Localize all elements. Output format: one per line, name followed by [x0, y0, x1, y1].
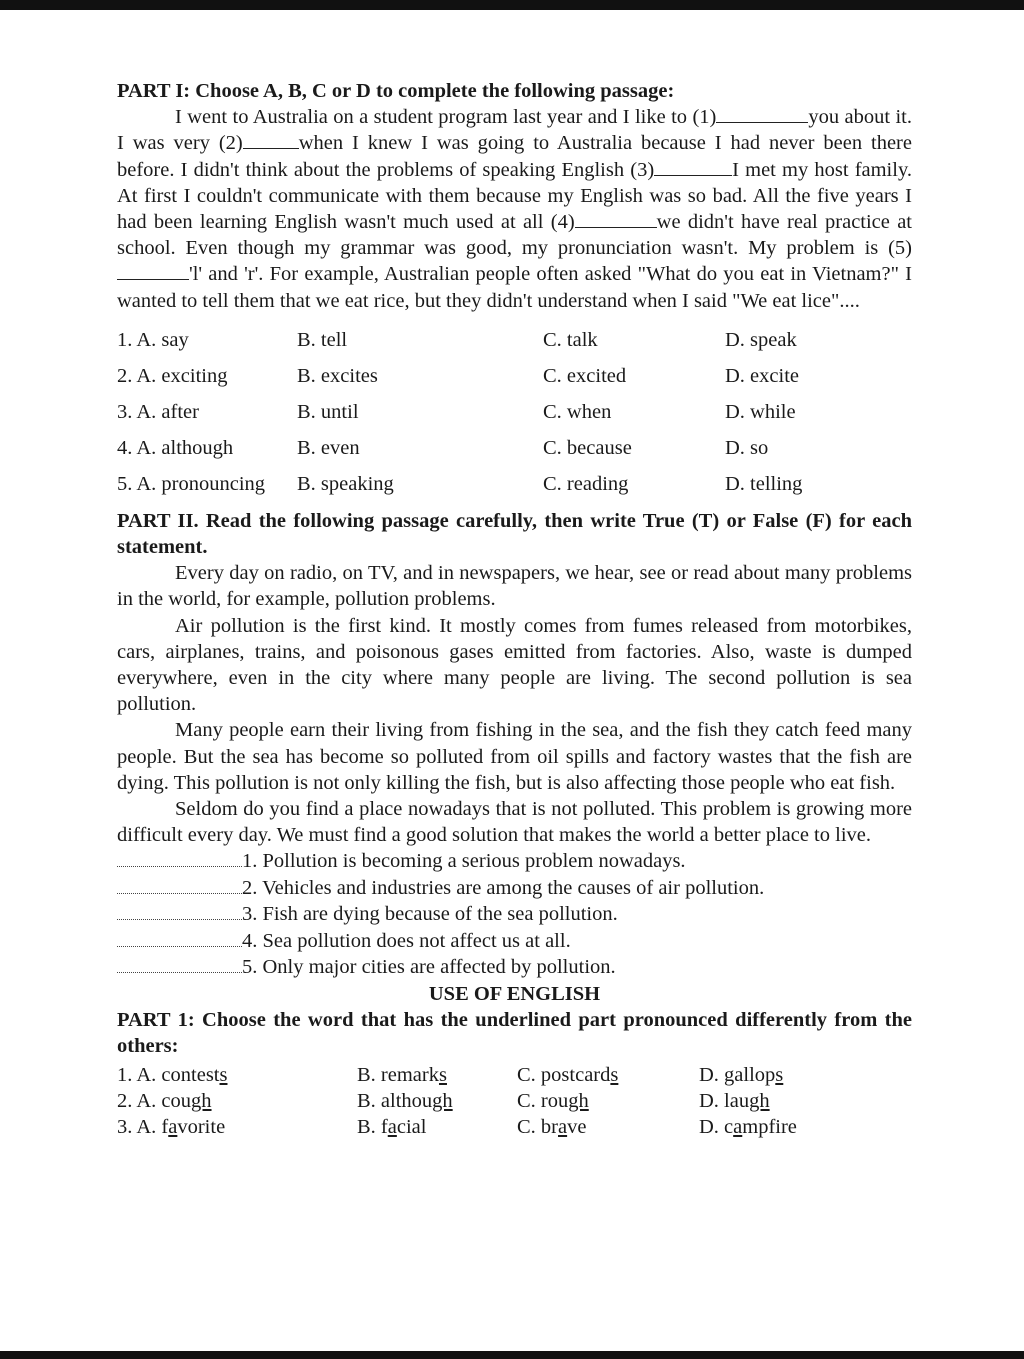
option-c[interactable]: C. excited — [543, 364, 627, 387]
option-a[interactable]: 5. A. pronouncing — [117, 472, 266, 495]
part1-heading: PART I: Choose A, B, C or D to complete the following passage: — [117, 80, 675, 102]
statement-row — [117, 901, 912, 928]
option-b[interactable]: B. excites — [297, 364, 378, 387]
blank-2[interactable] — [243, 130, 299, 149]
option-d[interactable]: D. speak — [725, 328, 797, 351]
statement-row — [117, 928, 912, 955]
question-row — [117, 466, 912, 502]
option-a[interactable]: 4. A. although — [117, 436, 234, 459]
blank-1[interactable] — [716, 104, 808, 123]
statement-text: 3. Fish are dying because of the sea pollution. — [242, 903, 618, 926]
part2-paragraph: Every day on radio, on TV, and in newspapers, we hear, see or read about many problems in the world, for example, pollution problems. — [117, 562, 912, 611]
answer-line[interactable] — [117, 848, 242, 867]
option-b[interactable]: B. tell — [297, 328, 348, 351]
option-b[interactable]: B. even — [297, 436, 360, 459]
option-c[interactable]: C. rough — [517, 1089, 589, 1112]
question-row — [117, 394, 912, 430]
blank-3[interactable] — [654, 157, 732, 176]
blank-5[interactable] — [117, 261, 189, 280]
option-d[interactable]: D. excite — [725, 364, 799, 387]
statement-text: 1. Pollution is becoming a serious problem nowadays. — [242, 850, 686, 873]
section-title: USE OF ENGLISH — [428, 982, 601, 1005]
answer-line[interactable] — [117, 901, 242, 920]
pronunciation-row — [117, 1114, 912, 1140]
option-b[interactable]: B. facial — [357, 1115, 427, 1138]
statement-row — [117, 875, 912, 902]
answer-line[interactable] — [117, 875, 242, 894]
option-d[interactable]: D. telling — [725, 472, 803, 495]
bottom-border — [0, 1351, 1024, 1359]
answer-line[interactable] — [117, 954, 242, 973]
question-row — [117, 322, 912, 358]
pronunciation-options — [117, 1062, 912, 1141]
statement-text: 2. Vehicles and industries are among the causes of air pollution. — [242, 876, 765, 899]
passage-text: when I knew I was going to Australia because I had never been there before. I didn't think about the problems of speaking English (3) — [117, 132, 912, 181]
passage-text: I went to Australia on a student program last year and I like to (1) — [175, 106, 717, 129]
statement-row — [117, 848, 912, 875]
option-a[interactable]: 1. A. say — [117, 328, 189, 351]
option-a[interactable]: 2. A. exciting — [117, 364, 228, 387]
option-c[interactable]: C. reading — [543, 472, 629, 495]
option-b[interactable]: B. although — [357, 1089, 453, 1112]
part1-passage — [117, 104, 912, 314]
blank-4[interactable] — [575, 209, 657, 228]
answer-line[interactable] — [117, 928, 242, 947]
worksheet-page — [117, 78, 912, 1140]
option-d[interactable]: D. campfire — [699, 1115, 797, 1138]
part2-paragraph: Many people earn their living from fishing in the sea, and the fish they catch feed many people. But the sea has become so polluted from oil spills and factory wastes that the fish are dying. This pollution is not only killing the fish, but is also affecting those people who eat fish. — [117, 719, 912, 794]
pronunciation-row — [117, 1088, 912, 1114]
passage-text: we didn't have real practice at school. Even though my grammar was good, my pronunciation wasn't. My problem is (5) — [117, 211, 912, 260]
part1-options — [117, 322, 912, 502]
option-c[interactable]: C. when — [543, 400, 612, 423]
option-d[interactable]: D. laugh — [699, 1089, 770, 1112]
pronunciation-row — [117, 1062, 912, 1088]
passage-text: you about it. I was very (2) — [117, 106, 913, 155]
option-a[interactable]: 3. A. favorite — [117, 1115, 226, 1138]
statement-text: 4. Sea pollution does not affect us at all. — [242, 929, 571, 952]
question-row — [117, 358, 912, 394]
option-a[interactable]: 2. A. cough — [117, 1089, 212, 1112]
option-a[interactable]: 1. A. contests — [117, 1063, 228, 1086]
option-c[interactable]: C. brave — [517, 1115, 587, 1138]
passage-text: 'l' and 'r'. For example, Australian people often asked "What do you eat in Vietnam?" I wanted to tell them that we eat rice, but they didn't understand when I said "We eat lice".... — [117, 263, 912, 312]
option-d[interactable]: D. so — [725, 436, 769, 459]
option-a[interactable]: 3. A. after — [117, 400, 199, 423]
option-b[interactable]: B. until — [297, 400, 359, 423]
statement-text: 5. Only major cities are affected by pollution. — [242, 956, 616, 979]
question-row — [117, 430, 912, 466]
option-b[interactable]: B. remarks — [357, 1063, 447, 1086]
option-d[interactable]: D. while — [725, 400, 796, 423]
part2-heading: PART II. Read the following passage carefully, then write True (T) or False (F) for each statement. — [117, 509, 912, 559]
option-c[interactable]: C. because — [543, 436, 632, 459]
part2-paragraph: Air pollution is the first kind. It mostly comes from fumes released from motorbikes, cars, airplanes, trains, and poisonous gases emitted from factories. Also, waste is dumped everywhere, even in the city where many people are living. The second pollution is sea pollution. — [117, 614, 912, 716]
part2-paragraph: Seldom do you find a place nowadays that is not polluted. This problem is growing more difficult every day. We must find a good solution that makes the world a better place to live. — [117, 798, 912, 847]
option-c[interactable]: C. talk — [543, 328, 598, 351]
statement-row — [117, 954, 912, 981]
passage-text: I met my host family. At first I couldn't communicate with them because my English was so bad. All the five years I had been learning English wasn't much used at all (4) — [117, 158, 912, 234]
true-false-list — [117, 848, 912, 981]
uoe-part1-heading: PART 1: Choose the word that has the underlined part pronounced differently from the others: — [117, 1009, 912, 1058]
option-d[interactable]: D. gallops — [699, 1063, 784, 1086]
option-c[interactable]: C. postcards — [517, 1063, 619, 1086]
option-b[interactable]: B. speaking — [297, 472, 394, 495]
top-border — [0, 0, 1024, 10]
